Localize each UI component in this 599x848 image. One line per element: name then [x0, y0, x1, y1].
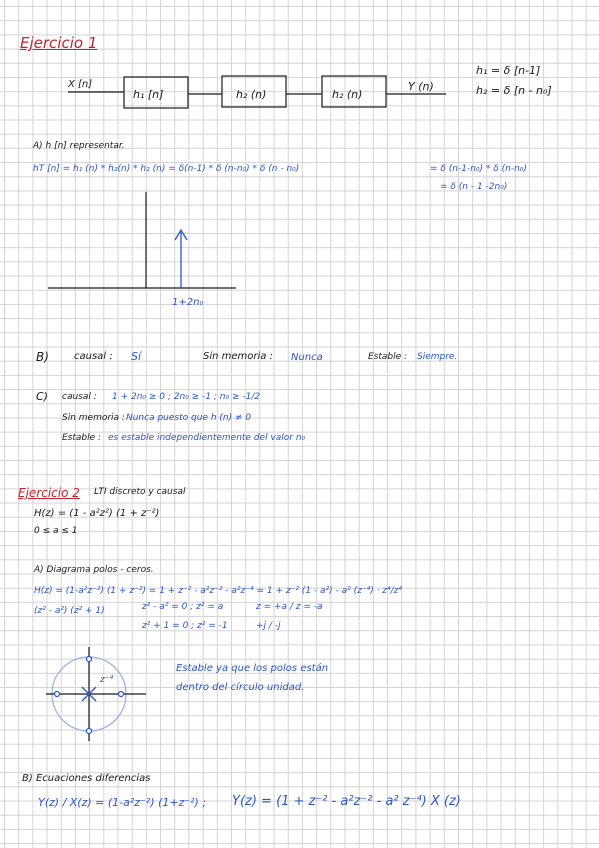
ex1-partB-label: B)	[36, 350, 49, 364]
c-causal-label: causal :	[62, 392, 97, 402]
ex2-eqA: H(z) = (1-a²z⁻²) (1 + z⁻²) = 1 + z⁻² - a²z⁻² - a²z⁻⁴ = 1 + z⁻² (1 - a²) - a² (z⁻⁴) · z⁴/z⁴	[34, 586, 402, 596]
output-label: Y (n)	[408, 80, 434, 93]
ex1-eq1-left: hT [n] = h₁ (n) * h₂(n) * h₂ (n) = δ(n-1) * δ (n-n₀) * δ (n - n₀)	[33, 164, 300, 174]
pole-multiplicity-label: z⁻⁴	[100, 675, 114, 685]
ex2-partB-label: B) Ecuaciones diferencias	[22, 773, 151, 784]
ex1-eq1-right: = δ (n-1-n₀) * δ (n-n₀)	[430, 164, 527, 174]
b-estable-label: Estable :	[368, 352, 408, 362]
zero-pos-j	[87, 657, 92, 662]
ex2-root1: z² - a² = 0 ; z² = a	[142, 602, 224, 612]
ex2-H-definition: H(z) = (1 - a²z²) (1 + z⁻²)	[34, 508, 160, 519]
c-estable-label: Estable :	[62, 433, 102, 443]
block1-label: h₁ [n]	[133, 88, 164, 101]
ex1-partC-label: C)	[36, 390, 48, 403]
impulse-label: 1+2n₀	[172, 297, 204, 308]
ex2-root1-solution: z = +a / z = -a	[256, 602, 323, 612]
ex2-eqB-right: Y(z) = (1 + z⁻² - a²z⁻² - a² z⁻⁴) X (z)	[232, 794, 461, 809]
b-estable-value: Siempre.	[417, 352, 458, 362]
input-label: X [n]	[68, 79, 93, 90]
b-memoria-label: Sin memoria :	[203, 351, 273, 362]
ex2-eqB-left: Y(z) / X(z) = (1-a²z⁻²) (1+z⁻²) ;	[38, 796, 207, 809]
ex2-partA-label: A) Diagrama polos - ceros.	[34, 565, 154, 575]
zero-neg-a	[55, 692, 60, 697]
ex2-root2-solution: +j / -j	[256, 621, 281, 631]
block2-label: h₂ (n)	[236, 88, 267, 101]
c-memoria-value: Nunca puesto que h (n) ≠ 0	[126, 413, 252, 423]
b-causal-label: causal :	[74, 351, 113, 362]
zero-pos-a	[119, 692, 124, 697]
ex1-title: Ejercicio 1	[20, 34, 98, 52]
ex1-eq1-line2: = δ (n - 1 -2n₀)	[440, 182, 508, 192]
ex2-subtitle: LTI discreto y causal	[94, 487, 186, 497]
c-memoria-label: Sin memoria :	[62, 413, 125, 423]
ex2-title: Ejercicio 2	[18, 486, 80, 500]
h1-definition: h₁ = δ [n-1]	[476, 64, 541, 77]
c-estable-value: es estable independientemente del valor n₀	[108, 433, 306, 443]
ex2-root2: z² + 1 = 0 ; z² = -1	[142, 621, 228, 631]
b-causal-value: Sí	[131, 350, 142, 363]
stable-note-line2: dentro del círculo unidad.	[176, 682, 305, 693]
ex2-condition: 0 ≤ a ≤ 1	[34, 526, 78, 536]
b-memoria-value: Nunca	[291, 352, 323, 363]
ex1-partA-label: A) h [n] representar.	[33, 141, 125, 151]
ex2-factor: (z² - a²) (z² + 1)	[34, 606, 105, 616]
stable-note-line1: Estable ya que los polos están	[176, 663, 329, 674]
zero-neg-j	[87, 729, 92, 734]
h2-definition: h₂ = δ [n - n₀]	[476, 84, 552, 97]
block3-label: h₂ (n)	[332, 88, 363, 101]
c-causal-value: 1 + 2n₀ ≥ 0 ; 2n₀ ≥ -1 ; n₀ ≥ -1/2	[112, 392, 261, 402]
